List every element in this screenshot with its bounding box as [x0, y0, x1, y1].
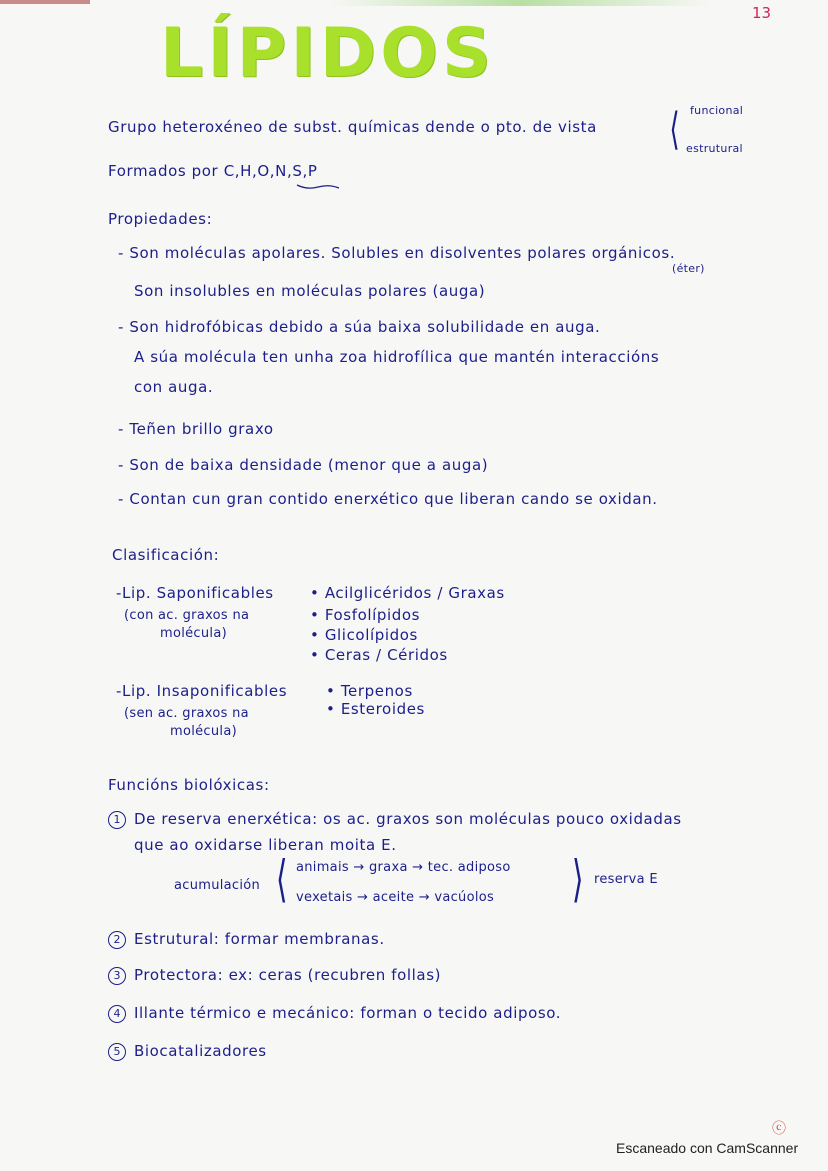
- classification-heading: Clasificación:: [112, 546, 220, 564]
- accumulation-brace: ⟨: [275, 850, 288, 908]
- camscanner-icon: ⓒ: [772, 1121, 786, 1137]
- insaponifiable-title: -Lip. Insaponificables: [116, 682, 288, 700]
- branch-structural: estrutural: [686, 142, 743, 155]
- insaponifiable-note-1: (sen ac. graxos na: [124, 706, 249, 721]
- function-biocatalyst: [108, 1042, 267, 1061]
- saponifiable-note-2: molécula): [160, 626, 227, 641]
- property-energy: - Contan cun gran contido enerxético que liberan cando se oxidan.: [118, 490, 658, 508]
- branch-functional: funcional: [690, 104, 744, 117]
- definition-text: Grupo heteroxéneo de subst. químicas dende o pto. de vista: [108, 118, 597, 136]
- property-insoluble: Son insolubles en moléculas polares (auga): [134, 282, 486, 300]
- reserve-brace: ⟩: [571, 850, 584, 908]
- saponifiable-item: • Acilglicéridos / Graxas: [310, 584, 505, 602]
- function-biocatalyst-text: Biocatalizadores: [134, 1042, 267, 1060]
- insaponifiable-item: • Esteroides: [326, 700, 425, 718]
- scanner-watermark: Escaneado con CamScanner: [616, 1140, 799, 1156]
- insaponifiable-item: • Terpenos: [326, 682, 413, 700]
- page-title: LÍPIDOS: [160, 14, 495, 93]
- property-hydrophilic-zone: A súa molécula ten unha zoa hidrofílica que mantén interaccións: [134, 348, 660, 366]
- function-insulator: [108, 1004, 561, 1023]
- top-edge-mark: [0, 0, 90, 4]
- function-insulator-text: Illante térmico e mecánico: forman o tecido adiposo.: [134, 1004, 562, 1022]
- page-number: 13: [752, 4, 772, 22]
- function-number: 5: [108, 1043, 126, 1061]
- insaponifiable-note-2: molécula): [170, 724, 237, 739]
- functions-heading: Funcións biolóxicas:: [108, 776, 270, 794]
- property-density: - Son de baixa densidade (menor que a auga): [118, 456, 489, 474]
- property-apolar: - Son moléculas apolares. Solubles en disolventes polares orgánicos.: [118, 244, 676, 262]
- function-structural: [108, 930, 385, 949]
- properties-heading: Propiedades:: [108, 210, 213, 228]
- function-number: 3: [108, 967, 126, 985]
- highlight-bleed: [330, 0, 710, 6]
- reserve-label: reserva E: [594, 872, 658, 887]
- saponifiable-item: • Glicolípidos: [310, 626, 418, 644]
- function-structural-text: Estrutural: formar membranas.: [134, 930, 385, 948]
- accumulation-label: acumulación: [174, 878, 261, 893]
- property-hydrophobic: - Son hidrofóbicas debido a súa baixa solubilidade en auga.: [118, 318, 601, 336]
- property-shine: - Teñen brillo graxo: [118, 420, 274, 438]
- saponifiable-title: -Lip. Saponificables: [116, 584, 274, 602]
- function-reserve-line2: que ao oxidarse liberan moita E.: [134, 836, 397, 854]
- function-reserve-text: De reserva enerxética: os ac. graxos son moléculas pouco oxidadas: [134, 810, 682, 828]
- function-reserve: [108, 810, 682, 829]
- function-protective: [108, 966, 441, 985]
- saponifiable-note-1: (con ac. graxos na: [124, 608, 250, 623]
- saponifiable-item: • Ceras / Céridos: [310, 646, 448, 664]
- function-number: 1: [108, 811, 126, 829]
- accumulation-plants: vexetais → aceite → vacúolos: [296, 890, 495, 905]
- saponifiable-item: • Fosfolípidos: [310, 606, 421, 624]
- elements-underline: [296, 184, 340, 190]
- property-apolar-note: (éter): [672, 262, 705, 275]
- property-water: con auga.: [134, 378, 214, 396]
- formed-by-text: Formados por C,H,O,N,S,P: [108, 162, 318, 180]
- definition-brace: ⟨: [669, 104, 680, 155]
- function-number: 2: [108, 931, 126, 949]
- function-number: 4: [108, 1005, 126, 1023]
- accumulation-animals: animais → graxa → tec. adiposo: [296, 860, 511, 875]
- function-protective-text: Protectora: ex: ceras (recubren follas): [134, 966, 442, 984]
